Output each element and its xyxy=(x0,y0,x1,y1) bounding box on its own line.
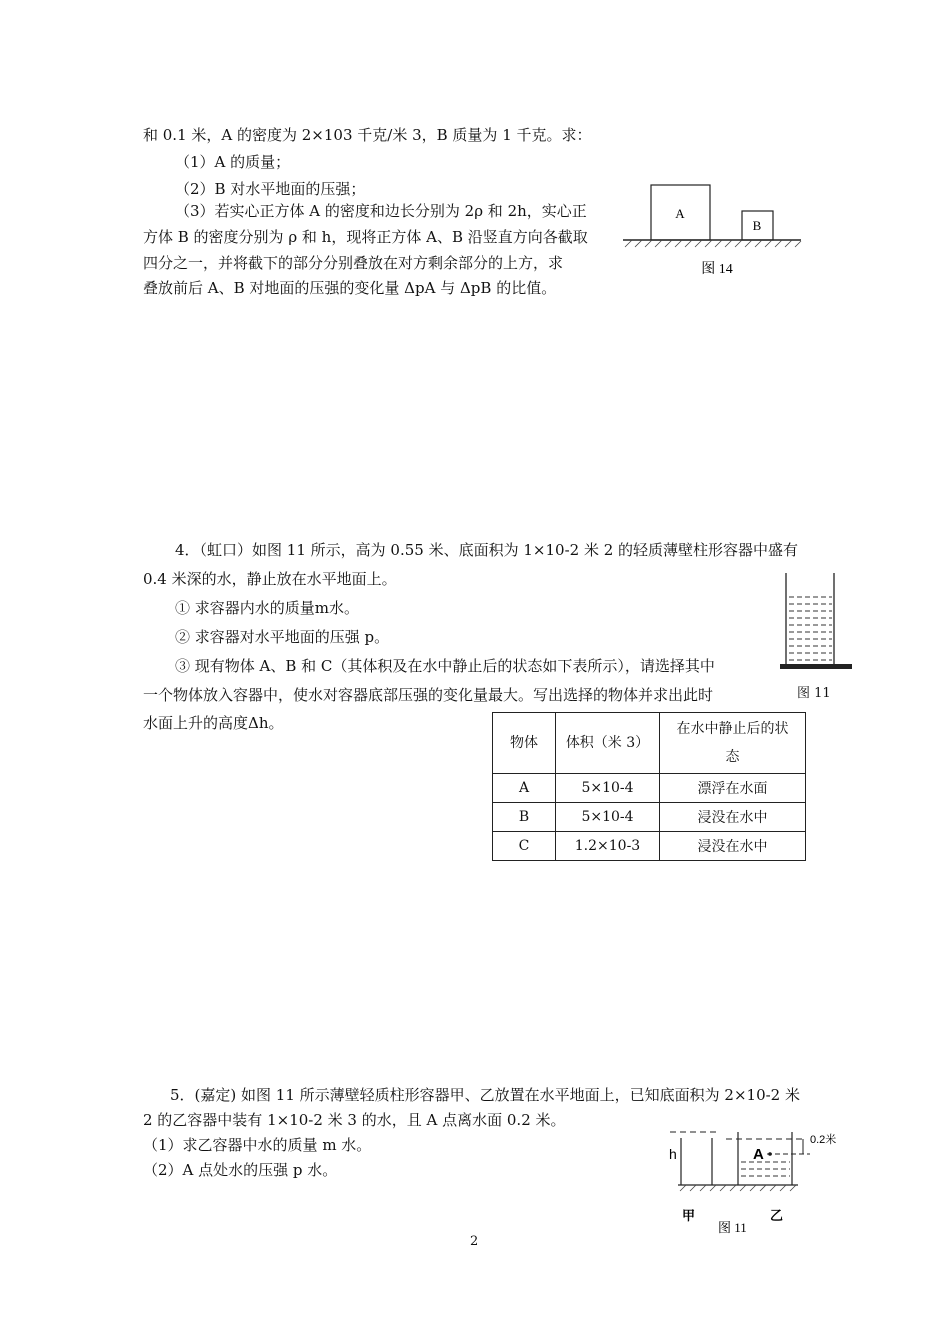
p3-question-1: （1）A 的质量； xyxy=(175,153,291,171)
cube-a-label: A xyxy=(675,206,685,221)
header-volume: 体积（米 3） xyxy=(556,713,660,774)
p4-line1: 4．（虹口）如图 11 所示，高为 0.55 米、底面积为 1×10-2 米 2 的轻质薄壁柱形容器中盛有 xyxy=(175,541,799,559)
figure-14-caption: 图 14 xyxy=(701,262,733,277)
container-yi-label: 乙 xyxy=(770,1208,784,1223)
header-object: 物体 xyxy=(493,713,556,774)
header-state: 在水中静止后的状态 xyxy=(660,713,806,774)
p5-line1: 5．(嘉定) 如图 11 所示薄壁轻质柱形容器甲、乙放置在水平地面上，已知底面积为 2×10-2 米 xyxy=(170,1086,800,1104)
cell-volume: 5×10-4 xyxy=(556,774,660,803)
cell-state: 漂浮在水面 xyxy=(660,774,806,803)
table-header-row xyxy=(493,713,806,774)
p5-question-2: （2）A 点处水的压强 p 水。 xyxy=(143,1161,338,1179)
cube-b-label: B xyxy=(752,218,762,233)
figure-11-jiading xyxy=(660,1118,860,1236)
height-label: h xyxy=(669,1146,677,1162)
p4-line2: 0.4 米深的水，静止放在水平地面上。 xyxy=(143,570,397,588)
p3-question-3-line2: 方体 B 的密度分别为 ρ 和 h，现将正方体 A、B 沿竖直方向各截取 xyxy=(143,228,588,246)
p4-question-2: ② 求容器对水平地面的压强 p。 xyxy=(175,628,390,646)
p4-question-3-line2: 一个物体放入容器中，使水对容器底部压强的变化量最大。写出选择的物体并求出此时 xyxy=(143,686,714,704)
cell-state: 浸没在水中 xyxy=(660,803,806,832)
p5-line2: 2 的乙容器中装有 1×10-2 米 3 的水，且 A 点离水面 0.2 米。 xyxy=(143,1111,566,1129)
p4-question-3-line1: ③ 现有物体 A、B 和 C（其体积及在水中静止后的状态如下表所示），请选择其中 xyxy=(175,657,715,675)
figure-11-caption: 图 11 xyxy=(797,686,831,701)
depth-label: 0.2米 xyxy=(810,1134,837,1146)
p5-question-1: （1）求乙容器中水的质量 m 水。 xyxy=(143,1136,372,1154)
ground-base xyxy=(780,664,852,669)
container-jia-label: 甲 xyxy=(682,1208,696,1223)
water-lines xyxy=(741,1162,790,1176)
p3-question-3-line4: 叠放前后 A、B 对地面的压强的变化量 ΔpA 与 ΔpB 的比值。 xyxy=(143,279,557,297)
figure-14 xyxy=(615,180,810,280)
cell-object: B xyxy=(493,803,556,832)
cell-volume: 1.2×10-3 xyxy=(556,832,660,861)
figure-11-jiading-caption: 图 11 xyxy=(718,1220,747,1235)
cell-state: 浸没在水中 xyxy=(660,832,806,861)
p3-line1: 和 0.1 米，A 的密度为 2×103 千克/米 3，B 质量为 1 千克。求： xyxy=(143,126,592,144)
p3-question-3-line3: 四分之一，并将截下的部分分别叠放在对方剩余部分的上方，求 xyxy=(143,254,564,272)
table-row xyxy=(493,803,806,832)
objects-table xyxy=(492,712,806,861)
p4-question-3-line3: 水面上升的高度Δh。 xyxy=(143,714,284,732)
ground-hatch xyxy=(680,1185,796,1191)
water-surface-lines xyxy=(789,597,832,660)
figure-11-container xyxy=(780,565,855,675)
table-row xyxy=(493,832,806,861)
p3-question-2: （2）B 对水平地面的压强； xyxy=(175,180,366,198)
cell-object: C xyxy=(493,832,556,861)
ground-hatch xyxy=(625,240,801,247)
p4-question-1: ① 求容器内水的质量m水。 xyxy=(175,599,359,617)
p3-question-3-line1: （3）若实心正方体 A 的密度和边长分别为 2ρ 和 2h，实心正 xyxy=(175,202,587,220)
table-row xyxy=(493,774,806,803)
point-a-label: A xyxy=(753,1146,764,1163)
cell-volume: 5×10-4 xyxy=(556,803,660,832)
cell-object: A xyxy=(493,774,556,803)
page-number: 2 xyxy=(470,1234,479,1249)
